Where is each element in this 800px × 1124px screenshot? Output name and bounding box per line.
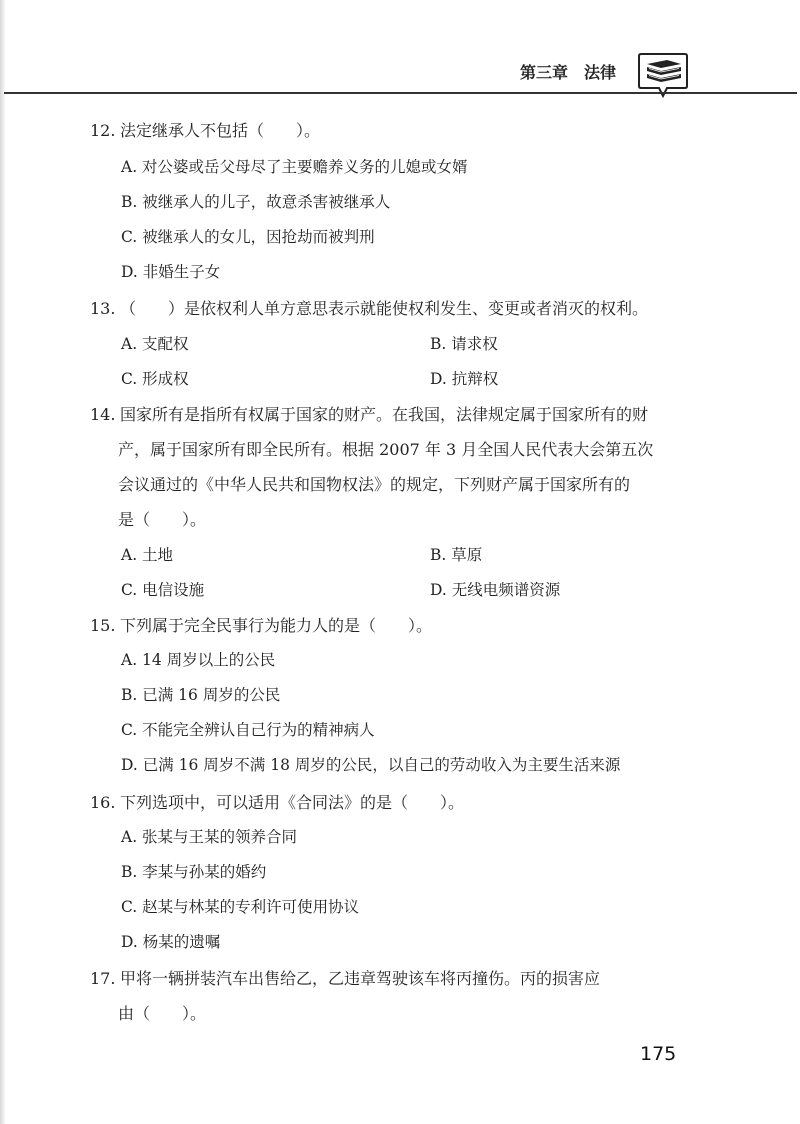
question-17 xyxy=(90,961,690,996)
option-b: B. 李某与孙某的婚约 xyxy=(121,863,267,881)
question-text: 国家所有是指所有权属于国家的财产。在我国，法律规定属于国家所有的财 xyxy=(120,405,649,424)
option-b: B. 草原 xyxy=(430,546,483,564)
question-16 xyxy=(90,785,690,820)
page-number: 175 xyxy=(640,1043,677,1065)
question-text-continued: 会议通过的《中华人民共和国物权法》的规定，下列财产属于国家所有的 xyxy=(118,475,631,494)
question-13 xyxy=(90,291,690,326)
question-15 xyxy=(90,608,690,643)
question-text-continued: 产，属于国家所有即全民所有。根据 2007 年 3 月全国人民代表大会第五次 xyxy=(118,440,654,459)
option-c: C. 形成权 xyxy=(121,370,189,388)
question-text: 甲将一辆拼装汽车出售给乙，乙违章驾驶该车将丙撞伤。丙的损害应 xyxy=(120,969,601,988)
option-a: A. 14 周岁以上的公民 xyxy=(121,651,276,669)
question-text-continued: 由（ ）。 xyxy=(118,1004,207,1023)
option-c: C. 赵某与林某的专利许可使用协议 xyxy=(121,898,360,916)
chapter-title: 第三章 法律 xyxy=(520,63,617,82)
question-14 xyxy=(90,397,690,432)
option-a: A. 对公婆或岳父母尽了主要赡养义务的儿媳或女婿 xyxy=(121,158,468,176)
option-d: D. 已满 16 周岁不满 18 周岁的公民，以自己的劳动收入为主要生活来源 xyxy=(121,756,621,774)
question-number: 12. xyxy=(90,121,116,140)
option-c: C. 被继承人的女儿，因抢劫而被判刑 xyxy=(121,228,375,246)
question-number: 13. xyxy=(90,299,116,318)
question-number: 17. xyxy=(90,969,116,988)
question-text: 下列选项中，可以适用《合同法》的是（ ）。 xyxy=(120,793,465,812)
option-b: B. 被继承人的儿子，故意杀害被继承人 xyxy=(121,193,391,211)
option-d: D. 杨某的遗嘱 xyxy=(121,933,221,951)
option-a: A. 土地 xyxy=(121,546,174,564)
question-number: 15. xyxy=(90,616,116,635)
option-b: B. 已满 16 周岁的公民 xyxy=(121,686,281,704)
option-b: B. 请求权 xyxy=(430,335,498,353)
option-a: A. 支配权 xyxy=(121,335,189,353)
question-text: 法定继承人不包括（ ）。 xyxy=(120,121,321,140)
question-text-continued: 是（ ）。 xyxy=(118,510,207,529)
option-c: C. 电信设施 xyxy=(121,581,205,599)
option-d: D. 非婚生子女 xyxy=(121,263,221,281)
question-12 xyxy=(90,113,690,148)
question-text: （ ）是依权利人单方意思表示就能使权利发生、变更或者消灭的权利。 xyxy=(120,299,649,318)
option-c: C. 不能完全辨认自己行为的精神病人 xyxy=(121,721,375,739)
option-d: D. 无线电频谱资源 xyxy=(430,581,561,599)
question-number: 14. xyxy=(90,405,116,424)
option-d: D. 抗辩权 xyxy=(430,370,499,388)
option-a: A. 张某与王某的领养合同 xyxy=(121,828,298,846)
question-text: 下列属于完全民事行为能力人的是（ ）。 xyxy=(120,616,433,635)
question-number: 16. xyxy=(90,793,116,812)
